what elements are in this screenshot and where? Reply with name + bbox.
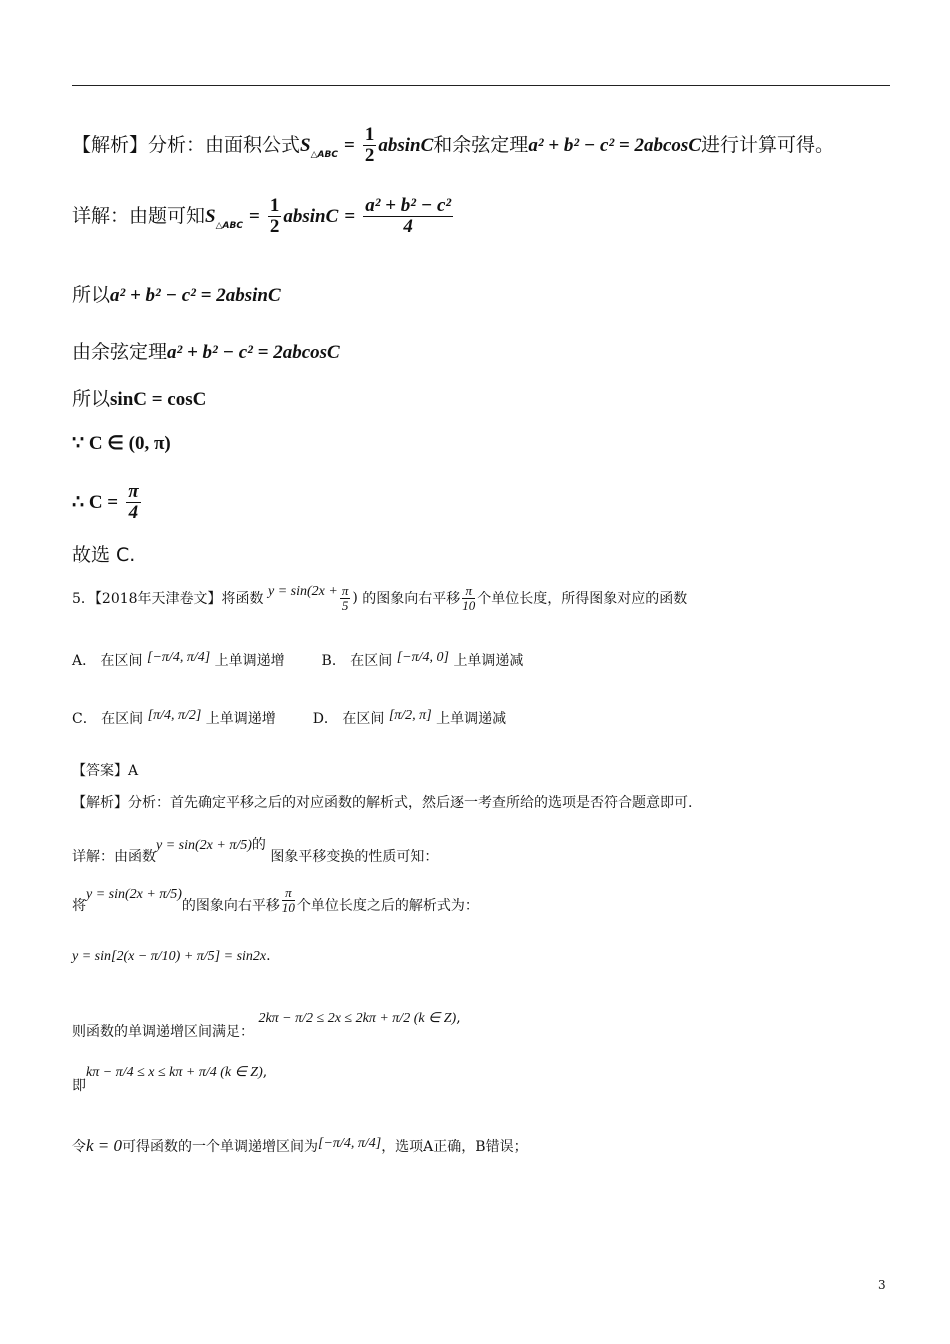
fraction-half: $\frac{1}{2}$	[269, 195, 280, 237]
option-d: D． 在区间 [π/2, π] 上单调递减	[312, 708, 507, 727]
detail-q5-5: 即kπ − π/4 ≤ x ≤ kπ + π/4 (k ∈ Z),	[72, 1064, 268, 1094]
result-line: ∴ C = $\frac{\pi}{4}$	[72, 481, 139, 523]
fraction-pi-10: $\frac{\pi}{10}$	[462, 583, 476, 613]
header-rule	[72, 85, 890, 86]
option-c-interval: [π/4, π/2]	[147, 708, 202, 723]
option-a: A． 在区间 [−π/4, π/4] 上单调递增	[72, 650, 285, 669]
cosine-law-line: 由余弦定理a² + b² − c² = 2abcosC	[72, 341, 340, 363]
fraction-pi-4: $\frac{\pi}{4}$	[128, 481, 139, 523]
analysis-q5: 【解析】分析：首先确定平移之后的对应函数的解析式，然后逐一考查所给的选项是否符合题意即可.	[72, 795, 693, 811]
page-number: 3	[878, 1278, 886, 1292]
therefore-line-1: 所以a² + b² − c² = 2absinC	[72, 284, 281, 306]
fraction-area: $\frac{\text{a² + b² − c²}}{4}$	[365, 195, 452, 237]
detail-q5-6: 令k = 0可得函数的一个单调递增区间为[−π/4, π/4]，选项A正确，B错误；	[72, 1136, 528, 1155]
detail-q5-1: 详解：由函数y = sin(2x + π/5)的 图象平移变换的性质可知：	[72, 837, 439, 865]
option-b: B． 在区间 [−π/4, 0] 上单调递减	[321, 650, 524, 669]
detail-q5-2: 将y = sin(2x + π/5)的图象向右平移 $\frac{\pi}{10}$ 个单位长度之后的解析式为：	[72, 885, 479, 915]
because-line: ∵ C ∈ (0, π)	[72, 433, 171, 454]
option-a-interval: [−π/4, π/4]	[147, 650, 211, 665]
detail-q5-3: y = sin[2(x − π/10) + π/5] = sin2x.	[72, 948, 271, 964]
answer-line: 【答案】A	[72, 763, 139, 779]
choice-line: 故选 C.	[72, 544, 136, 566]
option-c: C． 在区间 [π/4, π/2] 上单调递增	[72, 708, 276, 727]
fraction-half: $\frac{1}{2}$	[364, 124, 375, 166]
option-row-ab	[72, 650, 523, 670]
fraction-pi-5: $\frac{\pi}{5}$	[341, 583, 349, 613]
option-d-interval: [π/2, π]	[388, 708, 432, 723]
analysis-line-1: 【解析】分析：由面积公式$S_{\triangle ABC}$ = $\frac{1}{2}$ absinC和余弦定理a² + b² − c² = 2abcosC进行计算可得。	[72, 124, 835, 166]
detail-q5-4: 则函数的单调递增区间满足： 2kπ − π/2 ≤ 2x ≤ 2kπ + π/2 (k ∈ Z),	[72, 1010, 461, 1040]
interval-result: [−π/4, π/4]	[318, 1136, 382, 1151]
option-b-interval: [−π/4, 0]	[396, 650, 449, 665]
question-5: 5．【2018年天津卷文】将函数 y = sin(2x + $\frac{\pi}{5}$ ) 的图象向右平移 $\frac{\pi}{10}$ 个单位长度，所得图象对应的函数	[72, 583, 688, 613]
option-row-cd	[72, 708, 506, 728]
detail-line-1: 详解：由题可知$S_{\triangle ABC}$ = $\frac{1}{2}$ absinC = $\frac{\text{a² + b² − c²}}{4}$	[72, 195, 452, 237]
therefore-line-2: 所以sinC = cosC	[72, 388, 207, 410]
fraction-pi-10: $\frac{\pi}{10}$	[281, 885, 295, 915]
